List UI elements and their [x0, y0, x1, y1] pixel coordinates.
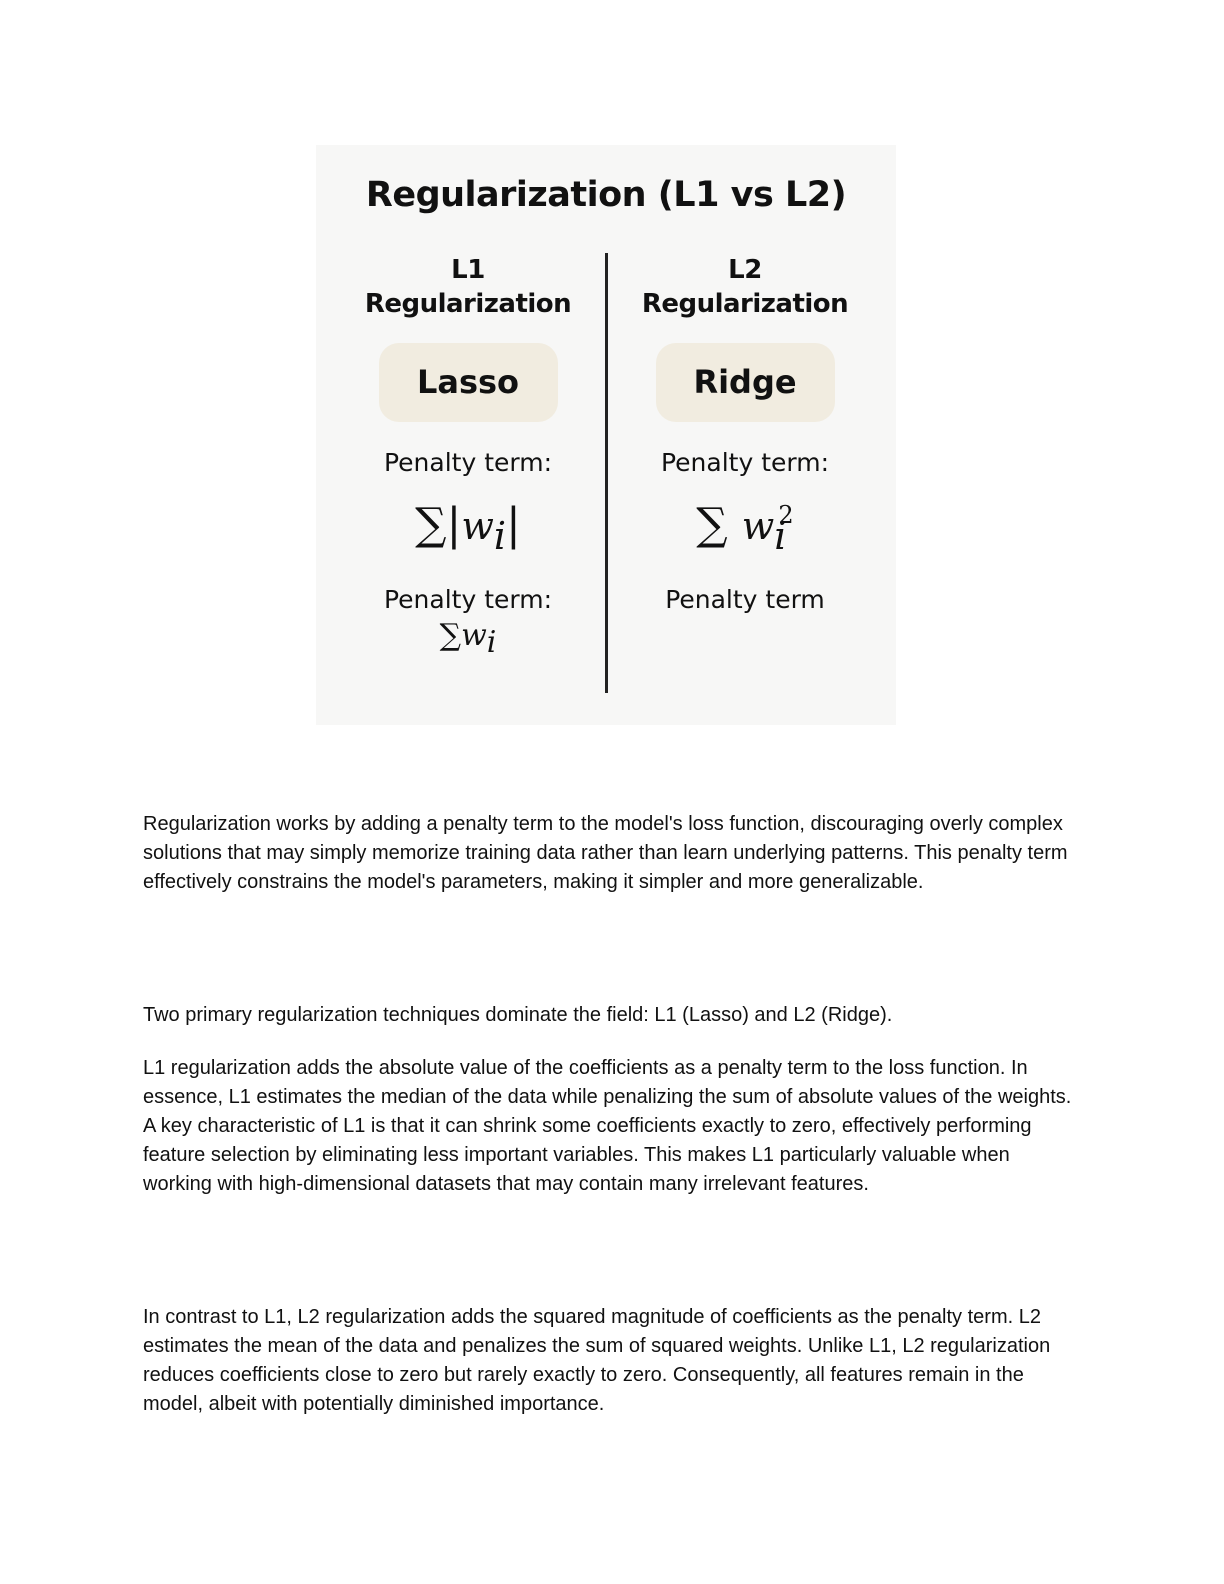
paragraph-intro: Regularization works by adding a penalty term to the model's loss function, discouraging overly complex solutions that may simply memorize training data rather than learn underlying patterns. This penalty term effectively constrains the model's parameters, making it simpler and more generalizable.	[143, 813, 1068, 893]
abs-open: |	[446, 499, 462, 550]
sigma-symbol: ∑	[439, 618, 462, 653]
sigma-symbol: ∑	[415, 499, 447, 550]
l1-column	[338, 253, 598, 660]
abs-close: |	[506, 499, 521, 550]
column-divider	[605, 253, 608, 693]
figure-title: Regularization (L1 vs L2)	[365, 175, 847, 215]
formula-sup: 2	[778, 501, 794, 530]
l1-heading-line2: Regularization	[364, 289, 572, 319]
formula-sub: i	[774, 513, 787, 558]
paragraph-techniques: Two primary regularization techniques dominate the field: L1 (Lasso) and L2 (Ridge).	[143, 1004, 893, 1026]
formula-var: w	[461, 618, 487, 653]
l1-penalty-label: Penalty term:	[383, 448, 553, 477]
l2-heading	[615, 253, 875, 321]
paragraph-l2: In contrast to L1, L2 regularization adds the squared magnitude of coefficients as the penalty term. L2 estimates the mean of the data and penalizes the sum of squared weights. Unlike L1, L2 regularization reduces coefficients close to zero but rarely exactly to zero. Consequently, all features remain in the model, albeit with potentially diminished importance.	[143, 1306, 1051, 1415]
l1-heading-line1: L1	[451, 255, 485, 285]
l2-heading-line1: L2	[728, 255, 762, 285]
l1-formula-2	[338, 618, 598, 660]
formula-var: w	[461, 504, 494, 548]
lasso-pill: Lasso	[379, 343, 558, 422]
formula-var: w	[741, 504, 775, 548]
sigma-symbol: ∑	[696, 499, 728, 550]
l2-column	[615, 253, 875, 614]
l2-formula	[615, 499, 875, 561]
l1-heading	[338, 253, 598, 321]
l2-penalty-label: Penalty term:	[660, 448, 830, 477]
regularization-figure	[316, 145, 896, 725]
formula-sub: i	[493, 513, 507, 558]
l1-formula	[338, 499, 598, 561]
paragraph-l1: L1 regularization adds the absolute value of the coefficients as a penalty term to the loss function. In essence, L1 estimates the median of the data while penalizing the sum of absolute values of the weights. A key characteristic of L1 is that it can shrink some coefficients exactly to zero, effectively performing feature selection by eliminating less important variables. This makes L1 particularly valuable when working with high-dimensional datasets that may contain many irrelevant features.	[143, 1057, 1072, 1195]
formula-sub: i	[486, 625, 497, 660]
ridge-pill: Ridge	[656, 343, 835, 422]
l2-heading-line2: Regularization	[641, 289, 849, 319]
l1-penalty-label-2: Penalty term:	[383, 585, 553, 614]
l2-penalty-label-2: Penalty term	[665, 585, 825, 614]
